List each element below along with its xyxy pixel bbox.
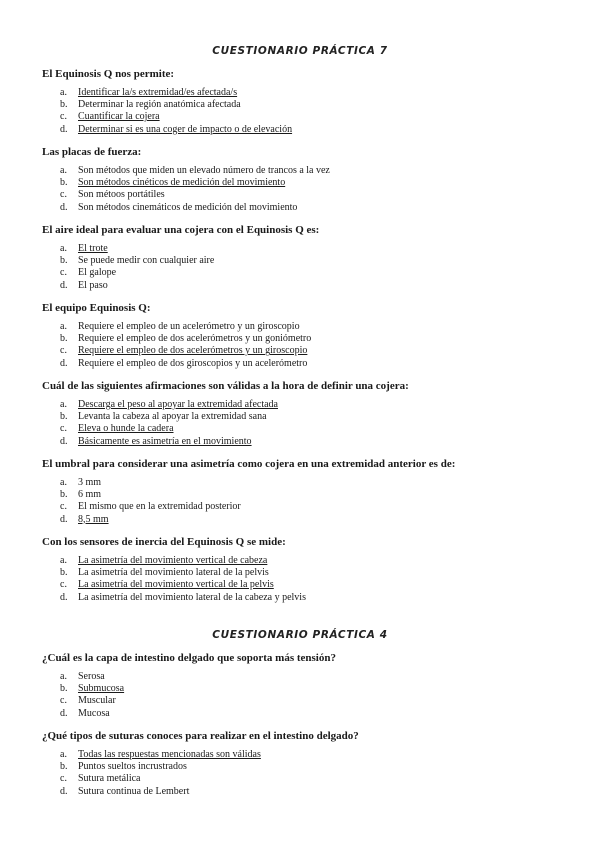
option-text: Requiere el empleo de dos acelerómetros y un goniómetro [78, 333, 312, 345]
options-list [60, 671, 124, 720]
option-item [60, 358, 311, 370]
option-text: Serosa [78, 671, 105, 682]
option-item [60, 87, 292, 99]
option-letter: c. [60, 189, 67, 201]
option-letter: c. [60, 773, 67, 785]
question-text: Cuál de las siguientes afirmaciones son válidas a la hora de definir una cojera: [42, 380, 409, 392]
option-text: La asimetría del movimiento lateral de la cabeza y pelvis [78, 591, 306, 603]
option-text: Determinar la región anatómica afectada [78, 99, 241, 111]
option-item [60, 761, 261, 773]
option-text-correct: El trote [78, 243, 108, 254]
option-letter: d. [60, 513, 68, 525]
option-item [60, 423, 278, 435]
option-letter: d. [60, 123, 68, 135]
option-item [60, 579, 306, 591]
option-text-correct: Eleva o hunde la cadera [78, 423, 174, 435]
question-text: El Equinosis Q nos permite: [42, 68, 175, 80]
option-letter: d. [60, 435, 68, 447]
option-item [60, 189, 330, 201]
option-letter: b. [60, 99, 68, 111]
options-list [60, 243, 214, 292]
option-item [60, 555, 306, 567]
option-text: Puntos sueltos incrustrados [78, 761, 187, 773]
option-letter: a. [60, 321, 67, 332]
option-letter: a. [60, 87, 67, 98]
option-item [60, 267, 214, 279]
option-item [60, 708, 124, 720]
option-text: El galope [78, 267, 117, 279]
options-list [60, 399, 278, 448]
options-list [60, 555, 306, 604]
option-letter: a. [60, 477, 67, 488]
options-list [60, 749, 261, 798]
option-text-correct: Requiere el empleo de dos acelerómetros y un giroscopio [78, 345, 308, 357]
option-letter: c. [60, 423, 67, 435]
options-list [60, 165, 330, 214]
option-item [60, 280, 214, 292]
option-letter: a. [60, 165, 67, 176]
option-text: Levanta la cabeza al apoyar la extremidad sana [78, 411, 267, 423]
question-text: Las placas de fuerza: [42, 146, 142, 158]
section-title: CUESTIONARIO PRÁCTICA 7 [212, 45, 388, 57]
option-text: 3 mm [78, 477, 102, 488]
option-text-correct: Identificar la/s extremidad/es afectada/s [78, 87, 238, 98]
option-letter: a. [60, 243, 67, 254]
option-text-correct: 8,5 mm [78, 513, 109, 525]
option-text: Son métodos cinemáticos de medición del movimiento [78, 201, 298, 213]
option-item [60, 695, 124, 707]
option-item [60, 243, 214, 255]
option-letter: b. [60, 177, 68, 189]
question-text: Con los sensores de inercia del Equinosis Q se mide: [42, 536, 286, 548]
option-letter: a. [60, 749, 67, 760]
option-text-correct: Son métodos cinéticos de medición del movimiento [78, 177, 286, 189]
option-item [60, 99, 292, 111]
option-text-correct: Determinar si es una coger de impacto o de elevación [78, 123, 293, 135]
option-text: El mismo que en la extremidad posterior [78, 501, 241, 513]
option-text: Muscular [78, 695, 116, 707]
option-text: Sutura metálica [78, 773, 141, 785]
option-letter: b. [60, 761, 68, 773]
option-text-correct: Todas las respuestas mencionadas son válidas [78, 749, 261, 760]
option-text-correct: Básicamente es asimetría en el movimiento [78, 435, 252, 447]
option-text: La asimetría del movimiento lateral de la pelvis [78, 567, 269, 579]
option-item [60, 683, 124, 695]
option-item [60, 749, 261, 761]
option-item [60, 501, 241, 513]
option-item [60, 321, 311, 333]
option-text: Son métodos que miden un elevado número de trancos a la vez [78, 165, 330, 176]
option-text: Sutura continua de Lembert [78, 785, 190, 797]
option-letter: a. [60, 671, 67, 682]
option-item [60, 165, 330, 177]
option-text: Mucosa [78, 707, 110, 719]
section-title: CUESTIONARIO PRÁCTICA 4 [212, 629, 388, 641]
option-letter: a. [60, 399, 67, 410]
option-item [60, 333, 311, 345]
option-item [60, 399, 278, 411]
option-text-correct: La asimetría del movimiento vertical de la pelvis [78, 579, 274, 591]
option-item [60, 345, 311, 357]
option-item [60, 671, 124, 683]
option-letter: d. [60, 707, 68, 719]
option-item [60, 124, 292, 136]
option-text: El paso [78, 279, 108, 291]
option-letter: c. [60, 695, 67, 707]
option-item [60, 592, 306, 604]
option-item [60, 177, 330, 189]
option-item [60, 436, 278, 448]
option-letter: d. [60, 279, 68, 291]
options-list [60, 321, 311, 370]
question-text: ¿Qué tipos de suturas conoces para realizar en el intestino delgado? [42, 730, 359, 742]
option-text-correct: Descarga el peso al apoyar la extremidad afectada [78, 399, 278, 410]
option-text: Requiere el empleo de dos giroscopios y un acelerómetro [78, 357, 308, 369]
question-text: ¿Cuál es la capa de intestino delgado que soporta más tensión? [42, 652, 336, 664]
option-item [60, 489, 241, 501]
option-text: Requiere el empleo de un acelerómetro y un giroscopio [78, 321, 300, 332]
option-letter: b. [60, 567, 68, 579]
option-item [60, 411, 278, 423]
option-item [60, 477, 241, 489]
option-text-correct: Cuantificar la cojera [78, 111, 160, 123]
option-letter: d. [60, 785, 68, 797]
option-item [60, 111, 292, 123]
option-letter: b. [60, 255, 68, 267]
option-letter: b. [60, 411, 68, 423]
question-text: El aire ideal para evaluar una cojera con el Equinosis Q es: [42, 224, 320, 236]
options-list [60, 87, 292, 136]
option-letter: b. [60, 683, 68, 695]
question-text: El equipo Equinosis Q: [42, 302, 151, 314]
option-item [60, 202, 330, 214]
option-item [60, 514, 241, 526]
option-letter: a. [60, 555, 67, 566]
option-letter: d. [60, 591, 68, 603]
option-letter: b. [60, 489, 68, 501]
question-text: El umbral para considerar una asimetría como cojera en una extremidad anterior es de: [42, 458, 456, 470]
option-letter: c. [60, 345, 67, 357]
option-letter: d. [60, 201, 68, 213]
option-letter: c. [60, 579, 67, 591]
option-text-correct: La asimetría del movimiento vertical de cabeza [78, 555, 268, 566]
option-item [60, 567, 306, 579]
option-text-correct: Submucosa [78, 683, 125, 695]
option-text: 6 mm [78, 489, 102, 501]
option-item [60, 786, 261, 798]
option-letter: c. [60, 267, 67, 279]
options-list [60, 477, 241, 526]
option-item [60, 773, 261, 785]
option-letter: b. [60, 333, 68, 345]
option-letter: c. [60, 501, 67, 513]
option-text: Son métoos portátiles [78, 189, 165, 201]
option-letter: d. [60, 357, 68, 369]
option-text: Se puede medir con cualquier aire [78, 255, 215, 267]
option-letter: c. [60, 111, 67, 123]
option-item [60, 255, 214, 267]
